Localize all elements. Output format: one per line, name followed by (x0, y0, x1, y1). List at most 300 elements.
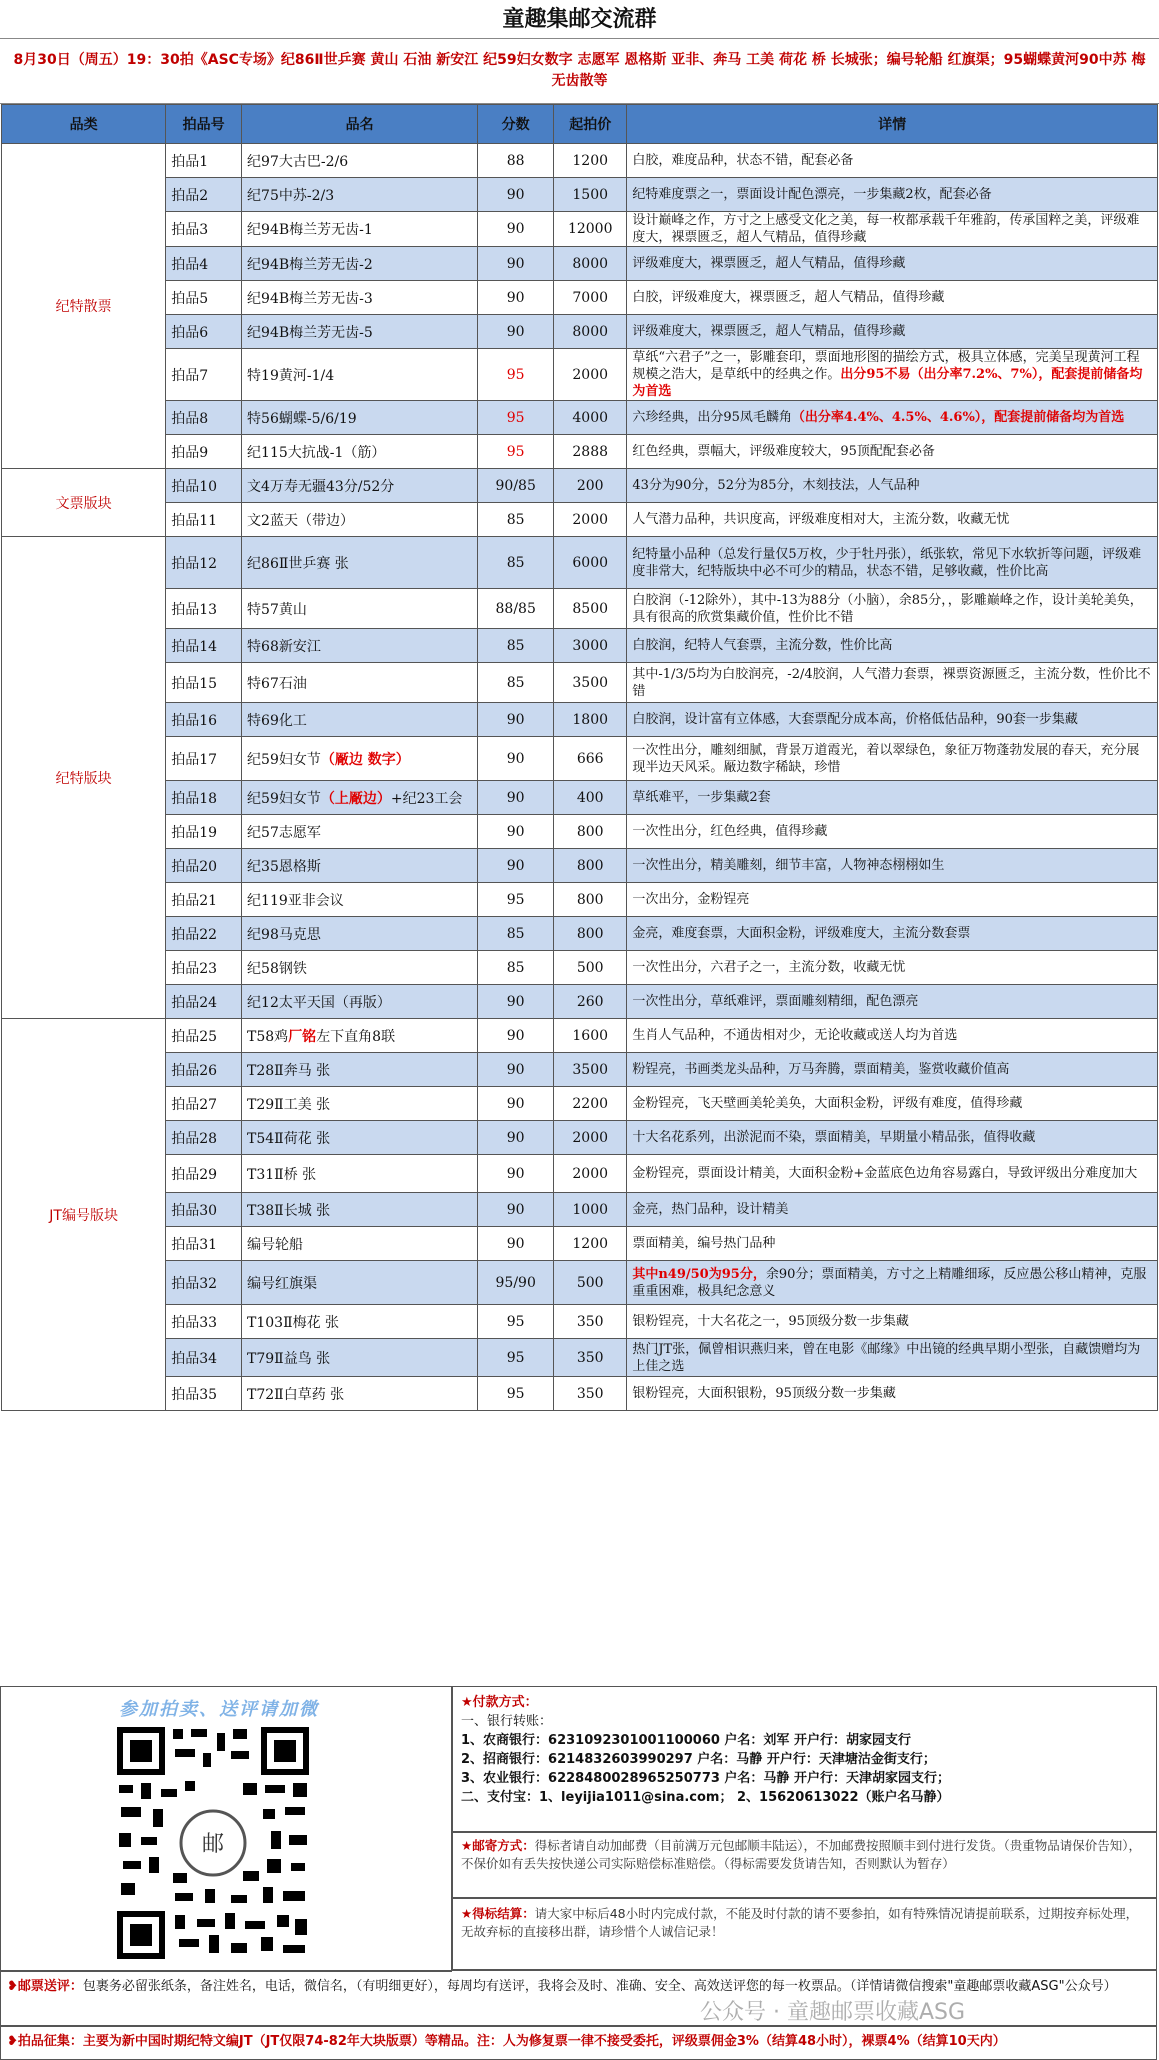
lot-name-text: 特57黄山 (247, 601, 307, 618)
lot-name-text: T54Ⅱ荷花 张 (247, 1130, 331, 1147)
lot-name-text: 纪119亚非会议 (247, 892, 344, 909)
table-header-row (2, 105, 1158, 144)
lot-number: 拍品19 (166, 815, 242, 849)
lot-start-price: 2000 (554, 1121, 627, 1155)
lot-name-highlight: 厂铭 (288, 1028, 317, 1045)
lot-name (242, 663, 478, 703)
header-lot-no: 拍品号 (166, 105, 242, 144)
lot-score: 90 (478, 781, 554, 815)
lot-score: 90 (478, 212, 554, 247)
table-row (2, 1121, 1158, 1155)
lot-number: 拍品13 (166, 589, 242, 629)
lot-start-price: 12000 (554, 212, 627, 247)
table-row (2, 1155, 1158, 1193)
lot-start-price: 1000 (554, 1193, 627, 1227)
lot-name-text: 纪115大抗战-1（筋） (247, 444, 386, 461)
lot-name (242, 315, 478, 349)
lot-number: 拍品20 (166, 849, 242, 883)
lot-detail (627, 537, 1158, 589)
lot-name (242, 349, 478, 401)
lot-score: 90 (478, 985, 554, 1019)
lot-detail (627, 815, 1158, 849)
table-row (2, 1377, 1158, 1411)
lot-number: 拍品5 (166, 281, 242, 315)
lot-name (242, 469, 478, 503)
lot-name-text: 特56蝴蝶-5/6/19 (247, 410, 357, 427)
table-row (2, 703, 1158, 737)
lot-score: 90 (478, 281, 554, 315)
lot-detail (627, 1019, 1158, 1053)
table-row (2, 503, 1158, 537)
lot-number: 拍品17 (166, 737, 242, 781)
lot-name-text: T38Ⅱ长城 张 (247, 1202, 331, 1219)
lot-name (242, 247, 478, 281)
auction-subtitle: 8月30日（周五）19：30拍《ASC专场》纪86Ⅱ世乒赛 黄山 石油 新安江 纪59妇女数字 志愿军 恩格斯 亚非、奔马 工美 荷花 桥 长城张；编号轮船 红旗渠；95蝴蝶黄河90中苏 梅无齿散等 (0, 39, 1159, 104)
mail-text: 得标者请自动加邮费（目前满万元包邮顺丰陆运），不加邮费按照顺丰到付进行发货。（贵重物品请保价告知），不保价如有丢失按快递公司实际赔偿标准赔偿。（得标需要发货请告知，否则默认为暂存） (461, 1838, 1141, 1871)
mail-heading: ★邮寄方式： (461, 1838, 535, 1853)
lot-name-text: 特68新安江 (247, 638, 321, 655)
lot-detail (627, 629, 1158, 663)
table-row (2, 349, 1158, 401)
table-row (2, 883, 1158, 917)
header-name: 品名 (242, 105, 478, 144)
lot-name (242, 815, 478, 849)
table-row (2, 212, 1158, 247)
lot-start-price: 1600 (554, 1019, 627, 1053)
lot-start-price: 4000 (554, 401, 627, 435)
lot-detail (627, 1121, 1158, 1155)
lot-detail-text: 十大名花系列，出淤泥而不染，票面精美，早期量小精品张，值得收藏 (632, 1130, 1036, 1145)
lot-detail (627, 1193, 1158, 1227)
lot-start-price: 350 (554, 1377, 627, 1411)
lot-detail (627, 951, 1158, 985)
lot-start-price: 2000 (554, 503, 627, 537)
lot-detail-text: 一次性出分，精美雕刻，细节丰富，人物神态栩栩如生 (632, 858, 945, 873)
lot-detail (627, 469, 1158, 503)
lot-detail-highlight: 出分95不易（出分率7.2%、7%），配套提前储备均为首选 (632, 367, 1143, 399)
lot-number: 拍品22 (166, 917, 242, 951)
lot-score: 90 (478, 247, 554, 281)
lot-detail (627, 247, 1158, 281)
lot-name-text: T58鸡 (247, 1028, 289, 1045)
lot-name-text: 特67石油 (247, 675, 307, 692)
lot-name-text: T31Ⅱ桥 张 (247, 1166, 317, 1183)
lot-start-price: 3500 (554, 1053, 627, 1087)
lot-number: 拍品12 (166, 537, 242, 589)
lot-start-price: 400 (554, 781, 627, 815)
lot-start-price: 8500 (554, 589, 627, 629)
lot-detail-text: 设计巅峰之作，方寸之上感受文化之美，每一枚都承载千年雅韵，传承国粹之美，评级难度大，裸票匮乏，超人气精品，值得珍藏 (632, 213, 1140, 245)
lot-start-price: 8000 (554, 247, 627, 281)
settlement-text: 请大家中标后48小时内完成付款，不能及时付款的请不要参拍，如有特殊情况请提前联系，过期按弃标处理，无故弃标的直接移出群，请珍惜个人诚信记录！ (461, 1906, 1139, 1939)
lot-number: 拍品1 (166, 144, 242, 178)
lot-detail (627, 849, 1158, 883)
lot-detail (627, 315, 1158, 349)
lot-detail-text: 白胶润，纪特人气套票，主流分数，性价比高 (632, 638, 893, 653)
lot-number: 拍品18 (166, 781, 242, 815)
lot-start-price: 3000 (554, 629, 627, 663)
table-row (2, 1053, 1158, 1087)
table-row (2, 247, 1158, 281)
lot-number: 拍品2 (166, 178, 242, 212)
header-score: 分数 (478, 105, 554, 144)
table-row (2, 917, 1158, 951)
lot-score: 95 (478, 1339, 554, 1377)
lot-number: 拍品35 (166, 1377, 242, 1411)
lot-name-text: T72Ⅱ白草药 张 (247, 1386, 345, 1403)
table-row (2, 1305, 1158, 1339)
lot-detail-highlight: （出分率4.4%、4.5%、4.6%），配套提前储备均为首选 (791, 410, 1125, 425)
lot-number: 拍品26 (166, 1053, 242, 1087)
lot-name-text: 纪12太平天国（再版） (247, 994, 391, 1011)
lot-detail-text: 金粉锃亮，飞天壁画美轮美奂，大面积金粉，评级有难度，值得珍藏 (632, 1096, 1023, 1111)
lot-start-price: 666 (554, 737, 627, 781)
lot-detail (627, 1339, 1158, 1377)
lot-detail-text: 其中-1/3/5均为白胶润亮，-2/4胶润，人气潜力套票，裸票资源匮乏，主流分数，性价比不错 (632, 666, 1151, 699)
lot-start-price: 350 (554, 1305, 627, 1339)
lot-detail (627, 1155, 1158, 1193)
lot-detail-text: 白胶，难度品种，状态不错，配套必备 (632, 153, 854, 168)
lot-name (242, 401, 478, 435)
lot-number: 拍品29 (166, 1155, 242, 1193)
lot-name-text: 纪57志愿军 (247, 824, 321, 841)
qr-center-logo: 邮 (201, 1832, 224, 1857)
lot-detail-text: 生肖人气品种，不通齿相对少，无论收藏或送人均为首选 (632, 1028, 958, 1043)
lot-number: 拍品8 (166, 401, 242, 435)
lot-name-text: 纪94B梅兰芳无齿-3 (247, 290, 373, 307)
lot-score: 90 (478, 315, 554, 349)
lot-start-price: 1200 (554, 144, 627, 178)
lot-start-price: 2000 (554, 349, 627, 401)
payment-line: 二、支付宝：1、leyijia1011@sina.com； 2、15620613022（账户名马静） (461, 1790, 950, 1805)
payment-line: 1、农商银行：6231092301001100060 户名：刘军 开户行：胡家园支行 (461, 1733, 911, 1748)
lot-score: 90 (478, 737, 554, 781)
lot-number: 拍品21 (166, 883, 242, 917)
lot-number: 拍品23 (166, 951, 242, 985)
lot-start-price: 200 (554, 469, 627, 503)
lot-detail (627, 1087, 1158, 1121)
lot-detail-text: 金亮，难度套票，大面积金粉，评级难度大，主流分数套票 (632, 926, 971, 941)
lot-name (242, 703, 478, 737)
settlement-heading: ★得标结算： (461, 1906, 535, 1921)
settlement-info (452, 1898, 1157, 1970)
lot-name-text: 纪94B梅兰芳无齿-1 (247, 222, 373, 238)
lot-detail-text: 金粉锃亮，票面设计精美，大面积金粉+金蓝底色边角容易露白，导致评级出分难度加大 (632, 1166, 1138, 1181)
lot-detail (627, 703, 1158, 737)
lot-detail (627, 503, 1158, 537)
category-cell: 纪特版块 (2, 537, 166, 1019)
lot-detail-text: 余90分；票面精美，方寸之上精雕细琢，反应愚公移山精神，克服重重困难，极具纪念意义 (632, 1266, 1147, 1299)
lot-detail-text: 六珍经典，出分95凤毛麟角 (632, 410, 792, 425)
lot-name (242, 1305, 478, 1339)
lot-start-price: 1500 (554, 178, 627, 212)
lot-number: 拍品6 (166, 315, 242, 349)
lot-name (242, 281, 478, 315)
lot-detail-highlight: 其中n49/50为95分， (632, 1266, 766, 1282)
lot-name (242, 435, 478, 469)
lot-detail-text: 草纸“六君子”之一，影雕套印，票面地形图的描绘方式，极具立体感，完美呈现黄河工程规模之浩大，是草纸中的经典之作。 (632, 350, 1140, 382)
lot-number: 拍品14 (166, 629, 242, 663)
lot-name (242, 1019, 478, 1053)
lot-name-text: T79Ⅱ益鸟 张 (247, 1350, 331, 1367)
lot-name-text: 纪35恩格斯 (247, 858, 321, 875)
lot-name-text: 特19黄河-1/4 (247, 367, 335, 384)
lot-detail-text: 一次出分，金粉锃亮 (632, 892, 750, 907)
lot-detail-text: 白胶润（-12除外），其中-13为88分（小脑），余85分，，影雕巅峰之作，设计美轮美奂，具有很高的欣赏集藏价值，性价比不错 (632, 592, 1143, 625)
qr-title: 参加拍卖、送评请加微 (119, 1699, 319, 1720)
lot-start-price: 800 (554, 917, 627, 951)
category-cell: 文票版块 (2, 469, 166, 537)
lot-detail-text: 银粉锃亮，大面积银粉，95顶级分数一步集藏 (632, 1386, 896, 1401)
lot-number: 拍品27 (166, 1087, 242, 1121)
lot-detail-text: 评级难度大，裸票匮乏，超人气精品，值得珍藏 (632, 324, 906, 339)
lot-score: 90 (478, 1121, 554, 1155)
lot-name (242, 849, 478, 883)
lot-number: 拍品9 (166, 435, 242, 469)
payment-info (452, 1686, 1157, 1832)
lot-detail (627, 737, 1158, 781)
category-cell: JT编号版块 (2, 1019, 166, 1411)
lot-name-text: 纪86Ⅱ世乒赛 张 (247, 555, 349, 572)
footer-area (0, 1686, 1159, 2060)
lot-name-text: 纪94B梅兰芳无齿-5 (247, 324, 373, 341)
table-row (2, 663, 1158, 703)
table-row (2, 401, 1158, 435)
lot-name (242, 951, 478, 985)
lot-detail (627, 883, 1158, 917)
table-row (2, 951, 1158, 985)
lot-name (242, 917, 478, 951)
lot-detail (627, 178, 1158, 212)
lot-name-text: 文2蓝天（带边） (247, 512, 354, 529)
lot-name (242, 1155, 478, 1193)
lot-name-suffix: 左下直角8联 (316, 1028, 396, 1045)
lot-name (242, 1087, 478, 1121)
lot-number: 拍品25 (166, 1019, 242, 1053)
lot-detail-text: 人气潜力品种，共识度高，评级难度相对大，主流分数，收藏无忧 (632, 512, 1010, 527)
header-category: 品类 (2, 105, 166, 144)
lot-name (242, 629, 478, 663)
lot-detail-text: 一次性出分，红色经典，值得珍藏 (632, 824, 828, 839)
lot-score: 85 (478, 503, 554, 537)
lot-name-text: 编号红旗渠 (247, 1275, 318, 1292)
lot-number: 拍品32 (166, 1261, 242, 1305)
lot-number: 拍品16 (166, 703, 242, 737)
lot-score: 88 (478, 144, 554, 178)
lot-detail (627, 281, 1158, 315)
lot-name (242, 1261, 478, 1305)
lot-name (242, 1121, 478, 1155)
lot-detail-text: 金亮，热门品种，设计精美 (632, 1202, 789, 1217)
lot-name-text: 纪94B梅兰芳无齿-2 (247, 256, 373, 273)
lot-detail-text: 草纸难平，一步集藏2套 (632, 790, 771, 805)
lot-name (242, 781, 478, 815)
lot-score: 90 (478, 849, 554, 883)
table-row (2, 815, 1158, 849)
lot-detail (627, 144, 1158, 178)
lot-start-price: 2200 (554, 1087, 627, 1121)
table-row (2, 781, 1158, 815)
lot-score: 95 (478, 1305, 554, 1339)
table-row (2, 537, 1158, 589)
lot-name (242, 178, 478, 212)
lot-detail (627, 349, 1158, 401)
lot-name-text: T28Ⅱ奔马 张 (247, 1062, 331, 1079)
lot-name (242, 503, 478, 537)
lot-detail (627, 435, 1158, 469)
lot-name-suffix: +纪23工会 (390, 790, 463, 807)
lot-detail (627, 663, 1158, 703)
lot-number: 拍品7 (166, 349, 242, 401)
payment-heading: ★付款方式： (461, 1695, 538, 1710)
lot-number: 拍品34 (166, 1339, 242, 1377)
lot-score: 85 (478, 629, 554, 663)
lot-name-text: T29Ⅱ工美 张 (247, 1096, 331, 1113)
lot-score: 90 (478, 1087, 554, 1121)
lot-name-text: 特69化工 (247, 712, 307, 729)
mail-info (452, 1832, 1157, 1898)
lot-detail-text: 白胶，评级难度大，裸票匮乏，超人气精品，值得珍藏 (632, 290, 945, 305)
table-row (2, 1019, 1158, 1053)
lot-score: 85 (478, 537, 554, 589)
lot-name (242, 589, 478, 629)
lot-name-text: 编号轮船 (247, 1236, 304, 1253)
table-row (2, 435, 1158, 469)
table-row (2, 281, 1158, 315)
lot-name (242, 1227, 478, 1261)
lot-start-price: 1800 (554, 703, 627, 737)
lot-detail (627, 589, 1158, 629)
lot-name (242, 212, 478, 247)
lot-start-price: 8000 (554, 315, 627, 349)
category-cell: 纪特散票 (2, 144, 166, 469)
lot-detail-text: 红色经典，票幅大，评级难度较大，95顶配配套必备 (632, 444, 935, 459)
table-row (2, 985, 1158, 1019)
lot-name-highlight: （上厰边） (320, 790, 391, 807)
lot-number: 拍品11 (166, 503, 242, 537)
lot-detail-text: 白胶润，设计富有立体感，大套票配分成本高，价格低估品种，90套一步集藏 (632, 712, 1078, 727)
lot-start-price: 3500 (554, 663, 627, 703)
consignment-info: ❥拍品征集：主要为新中国时期纪特文编JT（JT仅限74-82年大块版票）等精品。注：人为修复票一律不接受委托，评级票佣金3%（结算48小时），裸票4%（结算10天内） (0, 2026, 1157, 2060)
lot-start-price: 2888 (554, 435, 627, 469)
lot-name-text: 纪75中苏-2/3 (247, 187, 335, 204)
lot-score: 95 (478, 349, 554, 401)
lot-name-text: 纪59妇女节 (247, 790, 321, 807)
lot-name-text: 纪98马克思 (247, 926, 321, 943)
lot-number: 拍品31 (166, 1227, 242, 1261)
lot-start-price: 800 (554, 815, 627, 849)
payment-line: 3、农业银行：6228480028965250773 户名：马静 开户行：天津胡家园支行； (461, 1771, 950, 1786)
lot-score: 85 (478, 917, 554, 951)
lot-detail (627, 985, 1158, 1019)
lot-score: 90 (478, 178, 554, 212)
payment-line: 2、招商银行：6214832603990297 户名：马静 开户行：天津塘沽金街支行； (461, 1752, 936, 1767)
lot-name-text: 纪59妇女节 (247, 751, 321, 768)
grading-submission-info (0, 1970, 1157, 2026)
table-row (2, 469, 1158, 503)
lot-score: 85 (478, 951, 554, 985)
header-detail: 详情 (627, 105, 1158, 144)
lot-detail (627, 917, 1158, 951)
lot-number: 拍品30 (166, 1193, 242, 1227)
lot-score: 90 (478, 703, 554, 737)
lot-detail-text: 票面精美，编号热门品种 (632, 1236, 776, 1251)
lot-name (242, 144, 478, 178)
header-start-price: 起拍价 (554, 105, 627, 144)
lot-table (1, 104, 1158, 1411)
table-row (2, 1193, 1158, 1227)
lot-name (242, 537, 478, 589)
lot-name (242, 1339, 478, 1377)
lot-score: 95 (478, 1377, 554, 1411)
lot-start-price: 800 (554, 883, 627, 917)
lot-start-price: 350 (554, 1339, 627, 1377)
grading-heading: ❥邮票送评： (7, 1979, 83, 1994)
lot-score: 90 (478, 1227, 554, 1261)
lot-score: 95 (478, 435, 554, 469)
lot-score: 90 (478, 1019, 554, 1053)
lot-detail (627, 1377, 1158, 1411)
watermark: 公众号 · 童趣邮票收藏ASG (700, 2000, 966, 2025)
lot-detail (627, 401, 1158, 435)
lot-name (242, 1193, 478, 1227)
table-row (2, 1339, 1158, 1377)
grading-text: 包裹务必留张纸条，备注姓名，电话，微信名，（有明细更好），每周均有送评，我将会及时、准确、安全、高效送评您的每一枚票品。（详情请微信搜索"童趣邮票收藏ASG"公众号） (82, 1979, 1117, 1994)
lot-number: 拍品15 (166, 663, 242, 703)
lot-name-text: T103Ⅱ梅花 张 (247, 1314, 340, 1331)
lot-score: 95 (478, 401, 554, 435)
lot-detail-text: 热门JT张，佩曾相识燕归来，曾在电影《邮缘》中出镜的经典早期小型张，自藏馈赠均为上佳之选 (632, 1341, 1141, 1374)
qr-panel (0, 1686, 452, 1972)
lot-name-text: 纪97大古巴-2/6 (247, 153, 349, 170)
lot-detail-text: 一次性出分，雕刻细腻，背景万道霞光，着以翠绿色，象征万物蓬勃发展的春天，充分展现半边天风采。厰边数字稀缺，珍惜 (632, 742, 1140, 775)
lot-score: 95/90 (478, 1261, 554, 1305)
table-row (2, 315, 1158, 349)
lot-score: 95 (478, 883, 554, 917)
lot-detail (627, 212, 1158, 247)
lot-number: 拍品33 (166, 1305, 242, 1339)
lot-number: 拍品28 (166, 1121, 242, 1155)
lot-score: 90 (478, 815, 554, 849)
lot-name-text: 纪58钢铁 (247, 960, 307, 977)
lot-number: 拍品4 (166, 247, 242, 281)
lot-score: 90 (478, 1155, 554, 1193)
lot-score: 90/85 (478, 469, 554, 503)
lot-name-highlight: （厰边 数字） (320, 751, 410, 768)
table-row (2, 144, 1158, 178)
lot-detail-text: 纪特量小品种（总发行量仅5万枚，少于牡丹张），纸张软，常见下水软折等问题，评级难度非常大，纪特版块中必不可少的精品，状态不错，足够收藏，性价比高 (632, 546, 1142, 579)
lot-number: 拍品10 (166, 469, 242, 503)
lot-detail-text: 评级难度大，裸票匮乏，超人气精品，值得珍藏 (632, 256, 906, 271)
lot-start-price: 500 (554, 1261, 627, 1305)
page-title: 童趣集邮交流群 (0, 0, 1159, 39)
table-row (2, 737, 1158, 781)
lot-detail (627, 1053, 1158, 1087)
lot-detail (627, 1227, 1158, 1261)
lot-detail-text: 一次性出分，草纸难评，票面雕刻精细，配色漂亮 (632, 994, 919, 1009)
lot-detail (627, 781, 1158, 815)
lot-start-price: 7000 (554, 281, 627, 315)
lot-start-price: 1200 (554, 1227, 627, 1261)
lot-detail-text: 粉锃亮，书画类龙头品种，万马奔腾，票面精美，鉴赏收藏价值高 (632, 1062, 1010, 1077)
lot-score: 88/85 (478, 589, 554, 629)
lot-start-price: 6000 (554, 537, 627, 589)
lot-score: 90 (478, 1193, 554, 1227)
table-row (2, 1261, 1158, 1305)
table-row (2, 178, 1158, 212)
lot-detail-text: 43分为90分，52分为85分，木刻技法，人气品种 (632, 478, 920, 493)
lot-start-price: 260 (554, 985, 627, 1019)
